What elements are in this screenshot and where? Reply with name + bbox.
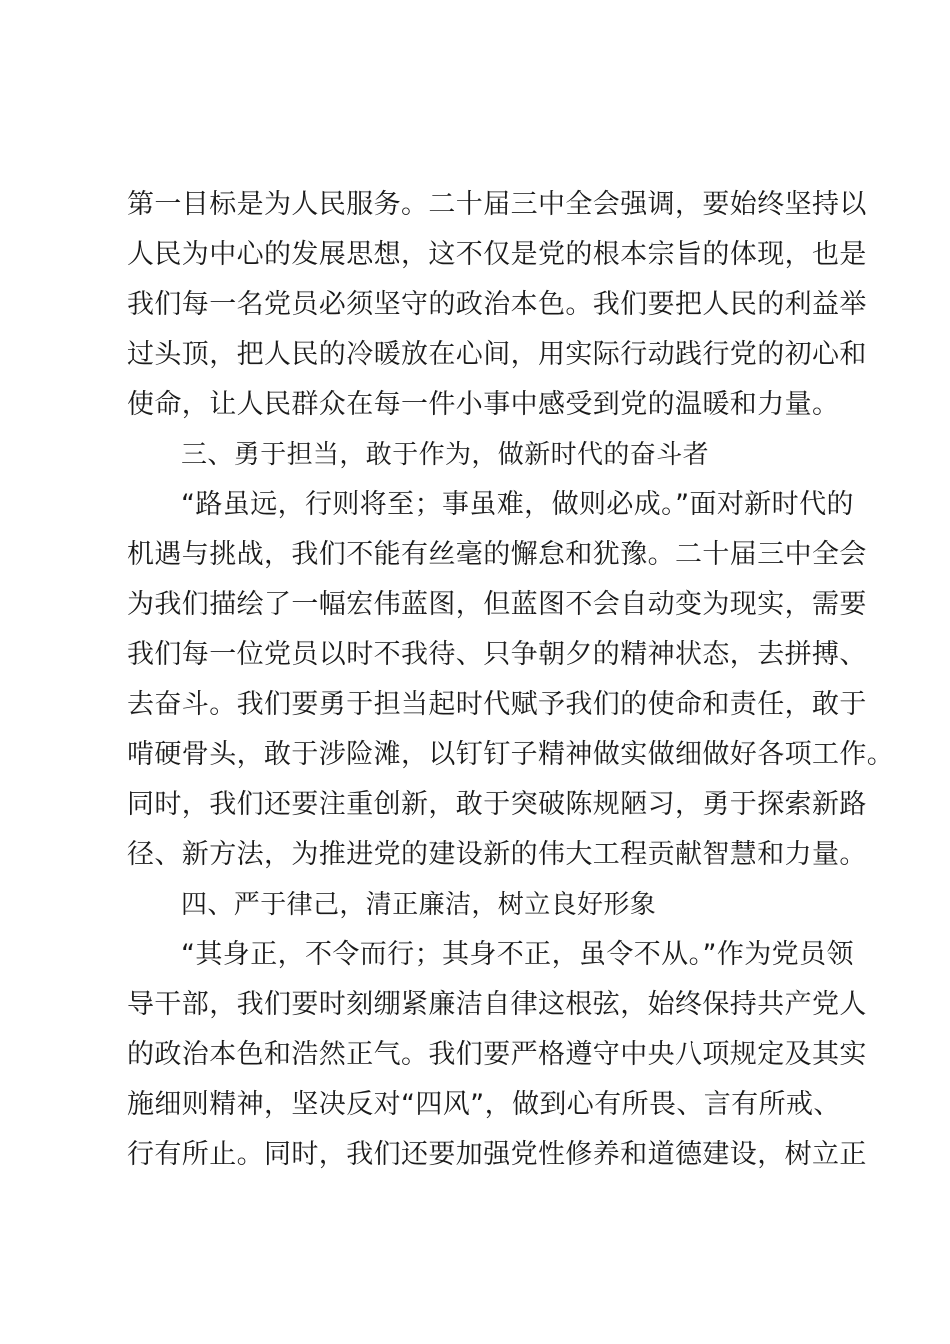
- paragraph-line: 去奋斗。我们要勇于担当起时代赋予我们的使命和责任，敢于: [127, 689, 867, 720]
- section-heading: 三、勇于担当，敢于作为，做新时代的奋斗者: [181, 440, 710, 470]
- paragraph-line: 使命，让人民群众在每一件小事中感受到党的温暖和力量。: [127, 389, 840, 420]
- paragraph-line: 第一目标是为人民服务。二十届三中全会强调，要始终坚持以: [127, 189, 867, 220]
- paragraph-line: 径、新方法，为推进党的建设新的伟大工程贡献智慧和力量。: [127, 839, 867, 870]
- paragraph-line: 为我们描绘了一幅宏伟蓝图，但蓝图不会自动变为现实，需要: [127, 589, 867, 620]
- paragraph-line: 我们每一位党员以时不我待、只争朝夕的精神状态，去拼搏、: [127, 639, 867, 670]
- paragraph-line: 人民为中心的发展思想，这不仅是党的根本宗旨的体现，也是: [127, 239, 867, 270]
- paragraph-line: 过头顶，把人民的冷暖放在心间，用实际行动践行党的初心和: [127, 339, 867, 370]
- section-heading: 四、严于律己，清正廉洁，树立良好形象: [181, 890, 657, 920]
- paragraph-line: 我们每一名党员必须坚守的政治本色。我们要把人民的利益举: [127, 289, 867, 320]
- paragraph-line: 的政治本色和浩然正气。我们要严格遵守中央八项规定及其实: [127, 1039, 867, 1070]
- paragraph-line: 机遇与挑战，我们不能有丝毫的懈怠和犹豫。二十届三中全会: [127, 539, 867, 570]
- paragraph-line: “其身正，不令而行；其身不正，虽令不从。”作为党员领: [181, 939, 854, 970]
- paragraph-line: 啃硬骨头，敢于涉险滩，以钉钉子精神做实做细做好各项工作。: [127, 739, 895, 770]
- paragraph-line: 同时，我们还要注重创新，敢于突破陈规陋习，勇于探索新路: [127, 789, 867, 820]
- paragraph-line: “路虽远，行则将至；事虽难，做则必成。”面对新时代的: [181, 489, 854, 520]
- paragraph-line: 导干部，我们要时刻绷紧廉洁自律这根弦，始终保持共产党人: [127, 989, 867, 1020]
- paragraph-line: 施细则精神，坚决反对“四风”，做到心有所畏、言有所戒、: [127, 1089, 841, 1120]
- document-body: [127, 180, 895, 1180]
- paragraph-line: 行有所止。同时，我们还要加强党性修养和道德建设，树立正: [127, 1139, 867, 1170]
